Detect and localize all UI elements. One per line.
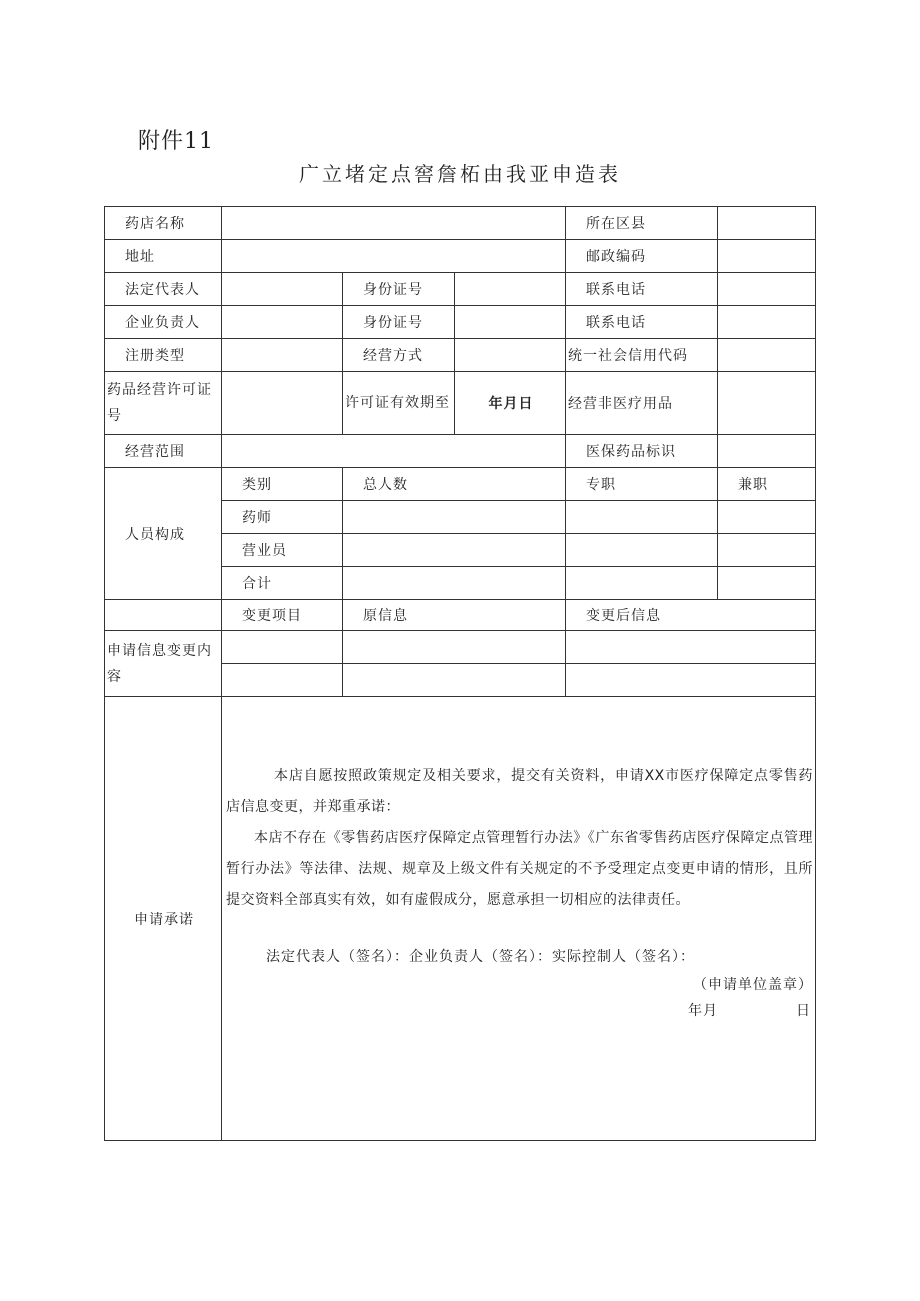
pharmacist-fulltime-field[interactable] [566, 501, 718, 534]
date-year-month: 年月 [688, 1003, 718, 1019]
legal-rep-label: 法定代表人 [105, 273, 222, 306]
business-scope-field[interactable] [222, 435, 566, 468]
clerk-parttime-field[interactable] [718, 534, 816, 567]
change-original-field[interactable] [343, 631, 566, 664]
business-mode-label: 经营方式 [343, 339, 455, 372]
non-medical-label: 经营非医疗用品 [566, 372, 718, 435]
staff-header-parttime: 兼职 [718, 468, 816, 501]
address-label: 地址 [105, 240, 222, 273]
phone-label: 联系电话 [566, 273, 718, 306]
signature-line: 法定代表人（签名）：企业负责人（签名）：实际控制人（签名）： [266, 949, 695, 965]
change-original-header: 原信息 [343, 600, 566, 631]
change-item-header: 变更项目 [222, 600, 343, 631]
staff-row-pharmacist: 药师 [222, 501, 343, 534]
business-scope-label: 经营范围 [105, 435, 222, 468]
district-label: 所在区县 [566, 207, 718, 240]
reg-type-label: 注册类型 [105, 339, 222, 372]
id-number-label: 身份证号 [343, 273, 455, 306]
total-fulltime-field[interactable] [566, 567, 718, 600]
district-field[interactable] [718, 207, 816, 240]
change-content-label: 申请信息变更内容 [105, 631, 222, 697]
insurance-mark-label: 医保药品标识 [566, 435, 718, 468]
license-valid-label: 许可证有效期至 [343, 372, 455, 435]
change-after-field[interactable] [566, 631, 816, 664]
application-form-table [104, 206, 816, 1141]
change-after-header: 变更后信息 [566, 600, 816, 631]
promise-label: 申请承诺 [105, 697, 222, 1141]
change-blank-cell [105, 600, 222, 631]
license-number-label: 药品经营许可证号 [105, 372, 222, 435]
phone-label: 联系电话 [566, 306, 718, 339]
postal-code-field[interactable] [718, 240, 816, 273]
business-mode-field[interactable] [455, 339, 566, 372]
total-parttime-field[interactable] [718, 567, 816, 600]
address-field[interactable] [222, 240, 566, 273]
insurance-mark-field[interactable] [718, 435, 816, 468]
legal-rep-field[interactable] [222, 273, 343, 306]
pharmacy-name-label: 药店名称 [105, 207, 222, 240]
staff-row-total: 合计 [222, 567, 343, 600]
id-number-label: 身份证号 [343, 306, 455, 339]
change-item-field[interactable] [222, 631, 343, 664]
staff-header-category: 类别 [222, 468, 343, 501]
staff-header-total: 总人数 [343, 468, 566, 501]
pharmacy-name-field[interactable] [222, 207, 566, 240]
business-head-id-field[interactable] [455, 306, 566, 339]
reg-type-field[interactable] [222, 339, 343, 372]
legal-rep-id-field[interactable] [455, 273, 566, 306]
business-head-phone-field[interactable] [718, 306, 816, 339]
business-head-field[interactable] [222, 306, 343, 339]
staff-header-fulltime: 专职 [566, 468, 718, 501]
non-medical-field[interactable] [718, 372, 816, 435]
postal-code-label: 邮政编码 [566, 240, 718, 273]
signature-date [226, 998, 813, 1026]
attachment-label: 附件11 [138, 129, 214, 154]
promise-content [222, 697, 816, 1141]
form-title: 广立堵定点窖詹柘由我亚申造表 [299, 162, 621, 186]
promise-paragraph-1: 本店自愿按照政策规定及相关要求，提交有关资料，申请XX市医疗保障定点零售药店信息变更，并郑重承诺： [226, 768, 813, 815]
credit-code-label: 统一社会信用代码 [566, 339, 718, 372]
staff-row-clerk: 营业员 [222, 534, 343, 567]
pharmacist-parttime-field[interactable] [718, 501, 816, 534]
pharmacist-total-field[interactable] [343, 501, 566, 534]
change-original-field[interactable] [343, 664, 566, 697]
total-total-field[interactable] [343, 567, 566, 600]
license-date-field[interactable]: 年月日 [455, 372, 566, 435]
license-number-field[interactable] [222, 372, 343, 435]
change-item-field[interactable] [222, 664, 343, 697]
clerk-fulltime-field[interactable] [566, 534, 718, 567]
staff-label: 人员构成 [105, 468, 222, 600]
credit-code-field[interactable] [718, 339, 816, 372]
change-after-field[interactable] [566, 664, 816, 697]
date-day: 日 [796, 1003, 811, 1019]
seal-note: （申请单位盖章） [693, 977, 813, 993]
business-head-label: 企业负责人 [105, 306, 222, 339]
legal-rep-phone-field[interactable] [718, 273, 816, 306]
promise-paragraph-2: 本店不存在《零售药店医疗保障定点管理暂行办法》《广东省零售药店医疗保障定点管理暂行办法》等法律、法规、规章及上级文件有关规定的不予受理定点变更申请的情形，且所提交资料全部真实有效，如有虚假成分，愿意承担一切相应的法律责任。 [226, 830, 813, 908]
clerk-total-field[interactable] [343, 534, 566, 567]
